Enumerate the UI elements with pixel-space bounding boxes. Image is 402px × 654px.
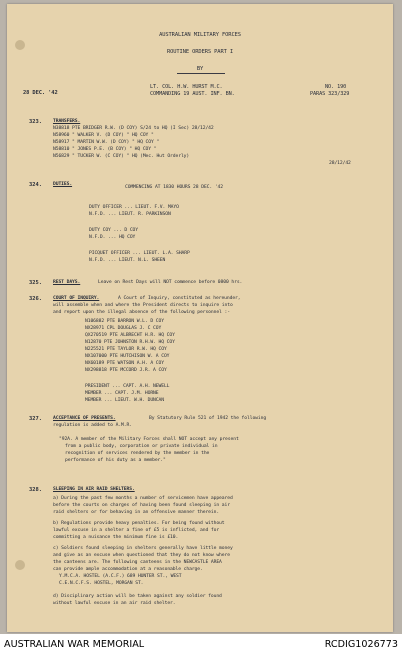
para-328-line: committing a nuisance the minimum fine is £10. bbox=[53, 535, 179, 540]
para-326-title: COURT OF INQUIRY. bbox=[53, 296, 100, 301]
para-327-line: By Statutory Rule 521 of 1942 the following bbox=[149, 416, 267, 421]
order-date: 28 DEC. '42 bbox=[23, 90, 58, 96]
para-326-line: and report upon the illegal absence of the following personnel :- bbox=[53, 310, 230, 315]
para-327-line: "92A. A member of the Military Forces shall NOT accept any present bbox=[59, 437, 239, 442]
absentee-row: NX107000 PTE HUTCHISON W. A COY bbox=[85, 354, 170, 359]
paras-range: PARAS 323/329 bbox=[310, 91, 350, 97]
para-328-line: d) Disciplinary action will be taken against any soldier found bbox=[53, 594, 222, 599]
absentee-row: NX60189 PTE WATSON A.H. A COY bbox=[85, 361, 164, 366]
para-326-number: 326. bbox=[29, 296, 42, 302]
para-327-line: recognition of services rendered by the member in the bbox=[65, 451, 210, 456]
absentee-row: N12870 PTE JOHNSTON R.H.W. HQ COY bbox=[85, 340, 175, 345]
duty-row: PICQUET OFFICER ... LIEUT. L.A. SHARP bbox=[89, 251, 190, 256]
para-328-line: b) Regulations provide heavy penalties. For being found without bbox=[53, 521, 225, 526]
transfer-row: N56829 " TUCKER W. (C COY) " HQ (Mec. Hut Orderly) bbox=[53, 154, 190, 159]
header-line3: BY bbox=[196, 66, 204, 72]
para-327-title: ACCEPTANCE OF PRESENTS. bbox=[53, 416, 116, 421]
para-323-title: TRANSFERS. bbox=[53, 119, 81, 124]
para-328-line: a) During the past few months a number of servicemen have appeared bbox=[53, 496, 233, 501]
para-328-line: c) Soldiers found sleeping in shelters generally have little money bbox=[53, 546, 233, 551]
header-line1: AUSTRALIAN MILITARY FORCES bbox=[159, 32, 241, 38]
para-328-line: without lawful excuse in an air raid shelter. bbox=[53, 601, 176, 606]
para-328-line: raid shelters or for behaving in an offensive manner therein. bbox=[53, 510, 220, 515]
board-row: MEMBER ... LIEUT. W.H. DUNCAN bbox=[85, 398, 164, 403]
archive-footer bbox=[0, 634, 402, 654]
para-328-line: and give as an excuse when questioned that they do not know where bbox=[53, 553, 230, 558]
absentee-row: N106882 PTE BARRON W.L. D COY bbox=[85, 319, 164, 324]
absentee-row: NX298818 PTE MCCORD J.R. A COY bbox=[85, 368, 167, 373]
duty-row: N.F.D. ... LIEUT. R. PARKINSON bbox=[89, 212, 171, 217]
duties-commencing: COMMENCING AT 1830 HOURS 28 DEC. '42 bbox=[125, 185, 223, 190]
punch-hole-bottom bbox=[15, 560, 25, 570]
para-328-number: 328. bbox=[29, 487, 42, 493]
command-line: COMMANDING 19 AUST. INF. BN. bbox=[150, 91, 235, 97]
para-323-number: 323. bbox=[29, 119, 42, 125]
duty-row: DUTY COY ... D COY bbox=[89, 228, 138, 233]
para-327-number: 327. bbox=[29, 416, 42, 422]
para-324-title: DUTIES. bbox=[53, 182, 73, 187]
para-326-line: will assemble when and where the President directs to inquire into bbox=[53, 303, 233, 308]
transfer-tail-date: 28/12/42 bbox=[329, 161, 351, 166]
duty-row: DUTY OFFICER ... LIEUT. F.V. MAYO bbox=[89, 205, 179, 210]
duty-row: N.F.D. ... LIEUT. N.L. SHEEN bbox=[89, 258, 166, 263]
para-328-line: lawful excuse in a shelter a fine of £5 is inflicted, and for bbox=[53, 528, 220, 533]
commanding-officer: LT. COL. H.W. HURST M.C. bbox=[150, 84, 223, 90]
archive-name: AUSTRALIAN WAR MEMORIAL bbox=[4, 638, 145, 650]
header-rule bbox=[177, 73, 225, 74]
board-row: MEMBER ... CAPT. J.M. HORNE bbox=[85, 391, 159, 396]
para-327-line: performance of his duty as a member." bbox=[65, 458, 166, 463]
para-324-number: 324. bbox=[29, 182, 42, 188]
duty-row: N.F.D. ... HQ COY bbox=[89, 235, 136, 240]
archive-record-id: RCDIG1026773 bbox=[324, 638, 398, 650]
para-328-line: C.E.N.C.F.S. HOSTEL, MORGAN ST. bbox=[59, 581, 144, 586]
para-326-line: A Court of Inquiry, constituted as hereunder, bbox=[118, 296, 241, 301]
para-328-line: the canteens are. The following canteens in the NEWCASTLE AREA bbox=[53, 560, 222, 565]
order-number: NO. 190 bbox=[325, 84, 347, 90]
absentee-row: N225521 PTE TAYLOR R.W. HQ COY bbox=[85, 347, 167, 352]
para-325-number: 325. bbox=[29, 280, 42, 286]
para-328-line: can provide ample accommodation at a reasonable charge. bbox=[53, 567, 203, 572]
document-page bbox=[7, 4, 393, 632]
para-327-line: from a public body, corporation or private individual in bbox=[65, 444, 218, 449]
para-328-line: before the courts on charges of having been found sleeping in air bbox=[53, 503, 230, 508]
absentee-row: QX270519 PTE ALBRECHT H.R. HQ COY bbox=[85, 333, 175, 338]
absentee-row: NX28971 CPL DOUGLAS J. C COY bbox=[85, 326, 162, 331]
board-row: PRESIDENT ... CAPT. A.H. NEWELL bbox=[85, 384, 170, 389]
para-327-line: regulation is added to A.M.R. bbox=[53, 423, 132, 428]
transfer-row: N58917 " MARTIN W.W. (D COY) " HQ COY " bbox=[53, 140, 160, 145]
para-325-text: Leave on Rest Days will NOT commence before 0800 hrs. bbox=[98, 280, 243, 285]
transfer-row: N38818 PTE BRIDGER R.W. (D COY) S/24 to HQ (I Sec) 28/12/42 bbox=[53, 126, 214, 131]
para-325-title: REST DAYS. bbox=[53, 280, 81, 285]
header-line2: ROUTINE ORDERS PART I bbox=[166, 49, 234, 55]
transfer-row: N58810 " JONES P.E. (B COY) " HQ COY " bbox=[53, 147, 157, 152]
para-328-title: SLEEPING IN AIR RAID SHELTERS. bbox=[53, 487, 135, 492]
para-328-line: Y.M.C.A. HOSTEL (A.C.F.) 689 HUNTER ST., WEST bbox=[59, 574, 182, 579]
transfer-row: N58960 " WALKER V. (D COY) " HQ COY " bbox=[53, 133, 154, 138]
